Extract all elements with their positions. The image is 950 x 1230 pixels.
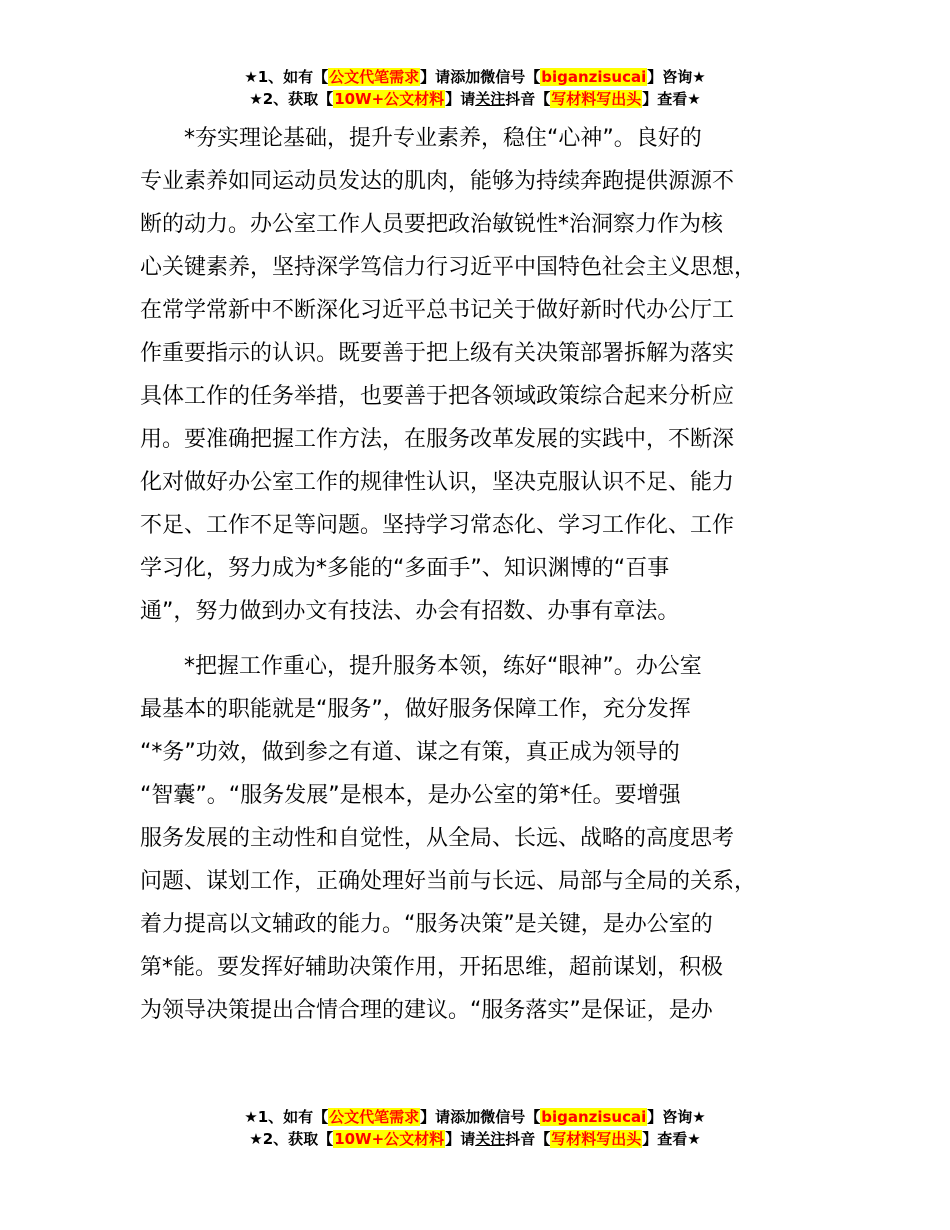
text-line: 着力提高以文辅政的能力。“服务决策”是关键，是办公室的 [140,912,713,937]
banner-highlight: biganzisucai [541,1108,647,1126]
banner-text: 微信号【 [480,68,541,86]
text-line: 专业素养如同运动员发达的肌肉，能够为持续奔跑提供源源不 [140,169,735,194]
banner-text: 添加 [450,68,481,86]
text-line: 为领导决策提出合情合理的建议。“服务落实”是保证，是办 [140,998,713,1023]
text-line: “智囊”。“服务发展”是根本，是办公室的第*任。要增强 [140,783,681,808]
banner-text: ★2、获取【 [249,1130,334,1148]
banner-text: ★1、如有【 [244,1108,329,1126]
banner-highlight: 写材料写出头 [551,90,642,108]
paragraph [140,117,830,633]
banner-highlight: biganzisucai [541,68,647,86]
text-line: 服务发展的主动性和自觉性，从全局、长远、战略的高度思考 [140,826,735,851]
footer-banner [0,1106,950,1150]
banner-text: 微信号【 [480,1108,541,1126]
banner-highlight: 10W+公文材料 [334,90,445,108]
footer-banner-line-2 [0,1128,950,1150]
text-line: 第*能。要发挥好辅助决策作用，开拓思维，超前谋划，积极 [140,955,724,980]
text-line: 作重要指示的认识。既要善于把上级有关决策部署拆解为落实 [140,341,735,366]
banner-text: 】咨询★ [647,1108,706,1126]
text-line: 学习化，努力成为*多能的“多面手”、知识渊博的“百事 [140,556,670,581]
text-line: 断的动力。办公室工作人员要把政治敏锐性*治洞察力作为核 [140,212,724,237]
text-line: 心关键素养，坚持深学笃信力行习近平中国特色社会主义思想， [140,255,757,280]
text-line: 最基本的职能就是“服务”，做好服务保障工作，充分发挥 [140,697,691,722]
banner-text: 】请 [445,90,476,108]
text-line: *夯实理论基础，提升专业素养，稳住“心神”。良好的 [184,126,702,151]
banner-highlight: 写材料写出头 [551,1130,642,1148]
banner-text: 抖音【 [505,1130,551,1148]
text-line: 通”，努力做到办文有技法、办会有招数、办事有章法。 [140,599,680,624]
paragraph [140,645,830,1032]
banner-text: 】请 [420,1108,451,1126]
banner-text: ★1、如有【 [244,68,329,86]
text-line: *把握工作重心，提升服务本领，练好“眼神”。办公室 [184,654,702,679]
banner-text: 】请 [445,1130,476,1148]
text-line: 用。要准确把握工作方法，在服务改革发展的实践中，不断深 [140,427,735,452]
banner-text: 】查看★ [642,90,701,108]
text-line: 在常学常新中不断深化习近平总书记关于做好新时代办公厅工 [140,298,735,323]
banner-text: 抖音【 [505,90,551,108]
header-banner-line-2 [0,88,950,110]
banner-text: 】咨询★ [647,68,706,86]
banner-text: 】请 [420,68,451,86]
banner-text: 添加 [450,1108,481,1126]
header-banner [0,66,950,110]
text-line: 不足、工作不足等问题。坚持学习常态化、学习工作化、工作 [140,513,735,538]
banner-highlight: 10W+公文材料 [334,1130,445,1148]
text-line: 化对做好办公室工作的规律性认识，坚决克服认识不足、能力 [140,470,735,495]
text-line: 问题、谋划工作，正确处理好当前与长远、局部与全局的关系， [140,869,757,894]
banner-highlight: 公文代笔需求 [329,68,420,86]
banner-text: ★2、获取【 [249,90,334,108]
text-line: 具体工作的任务举措，也要善于把各领域政策综合起来分析应 [140,384,735,409]
footer-banner-line-1 [0,1106,950,1128]
text-line: “*务”功效，做到参之有道、谋之有策，真正成为领导的 [140,740,680,765]
banner-underlined-text: 关注 [475,1130,506,1148]
banner-underlined-text: 关注 [475,90,506,108]
header-banner-line-1 [0,66,950,88]
banner-highlight: 公文代笔需求 [329,1108,420,1126]
banner-text: 】查看★ [642,1130,701,1148]
document-body [140,117,830,1032]
